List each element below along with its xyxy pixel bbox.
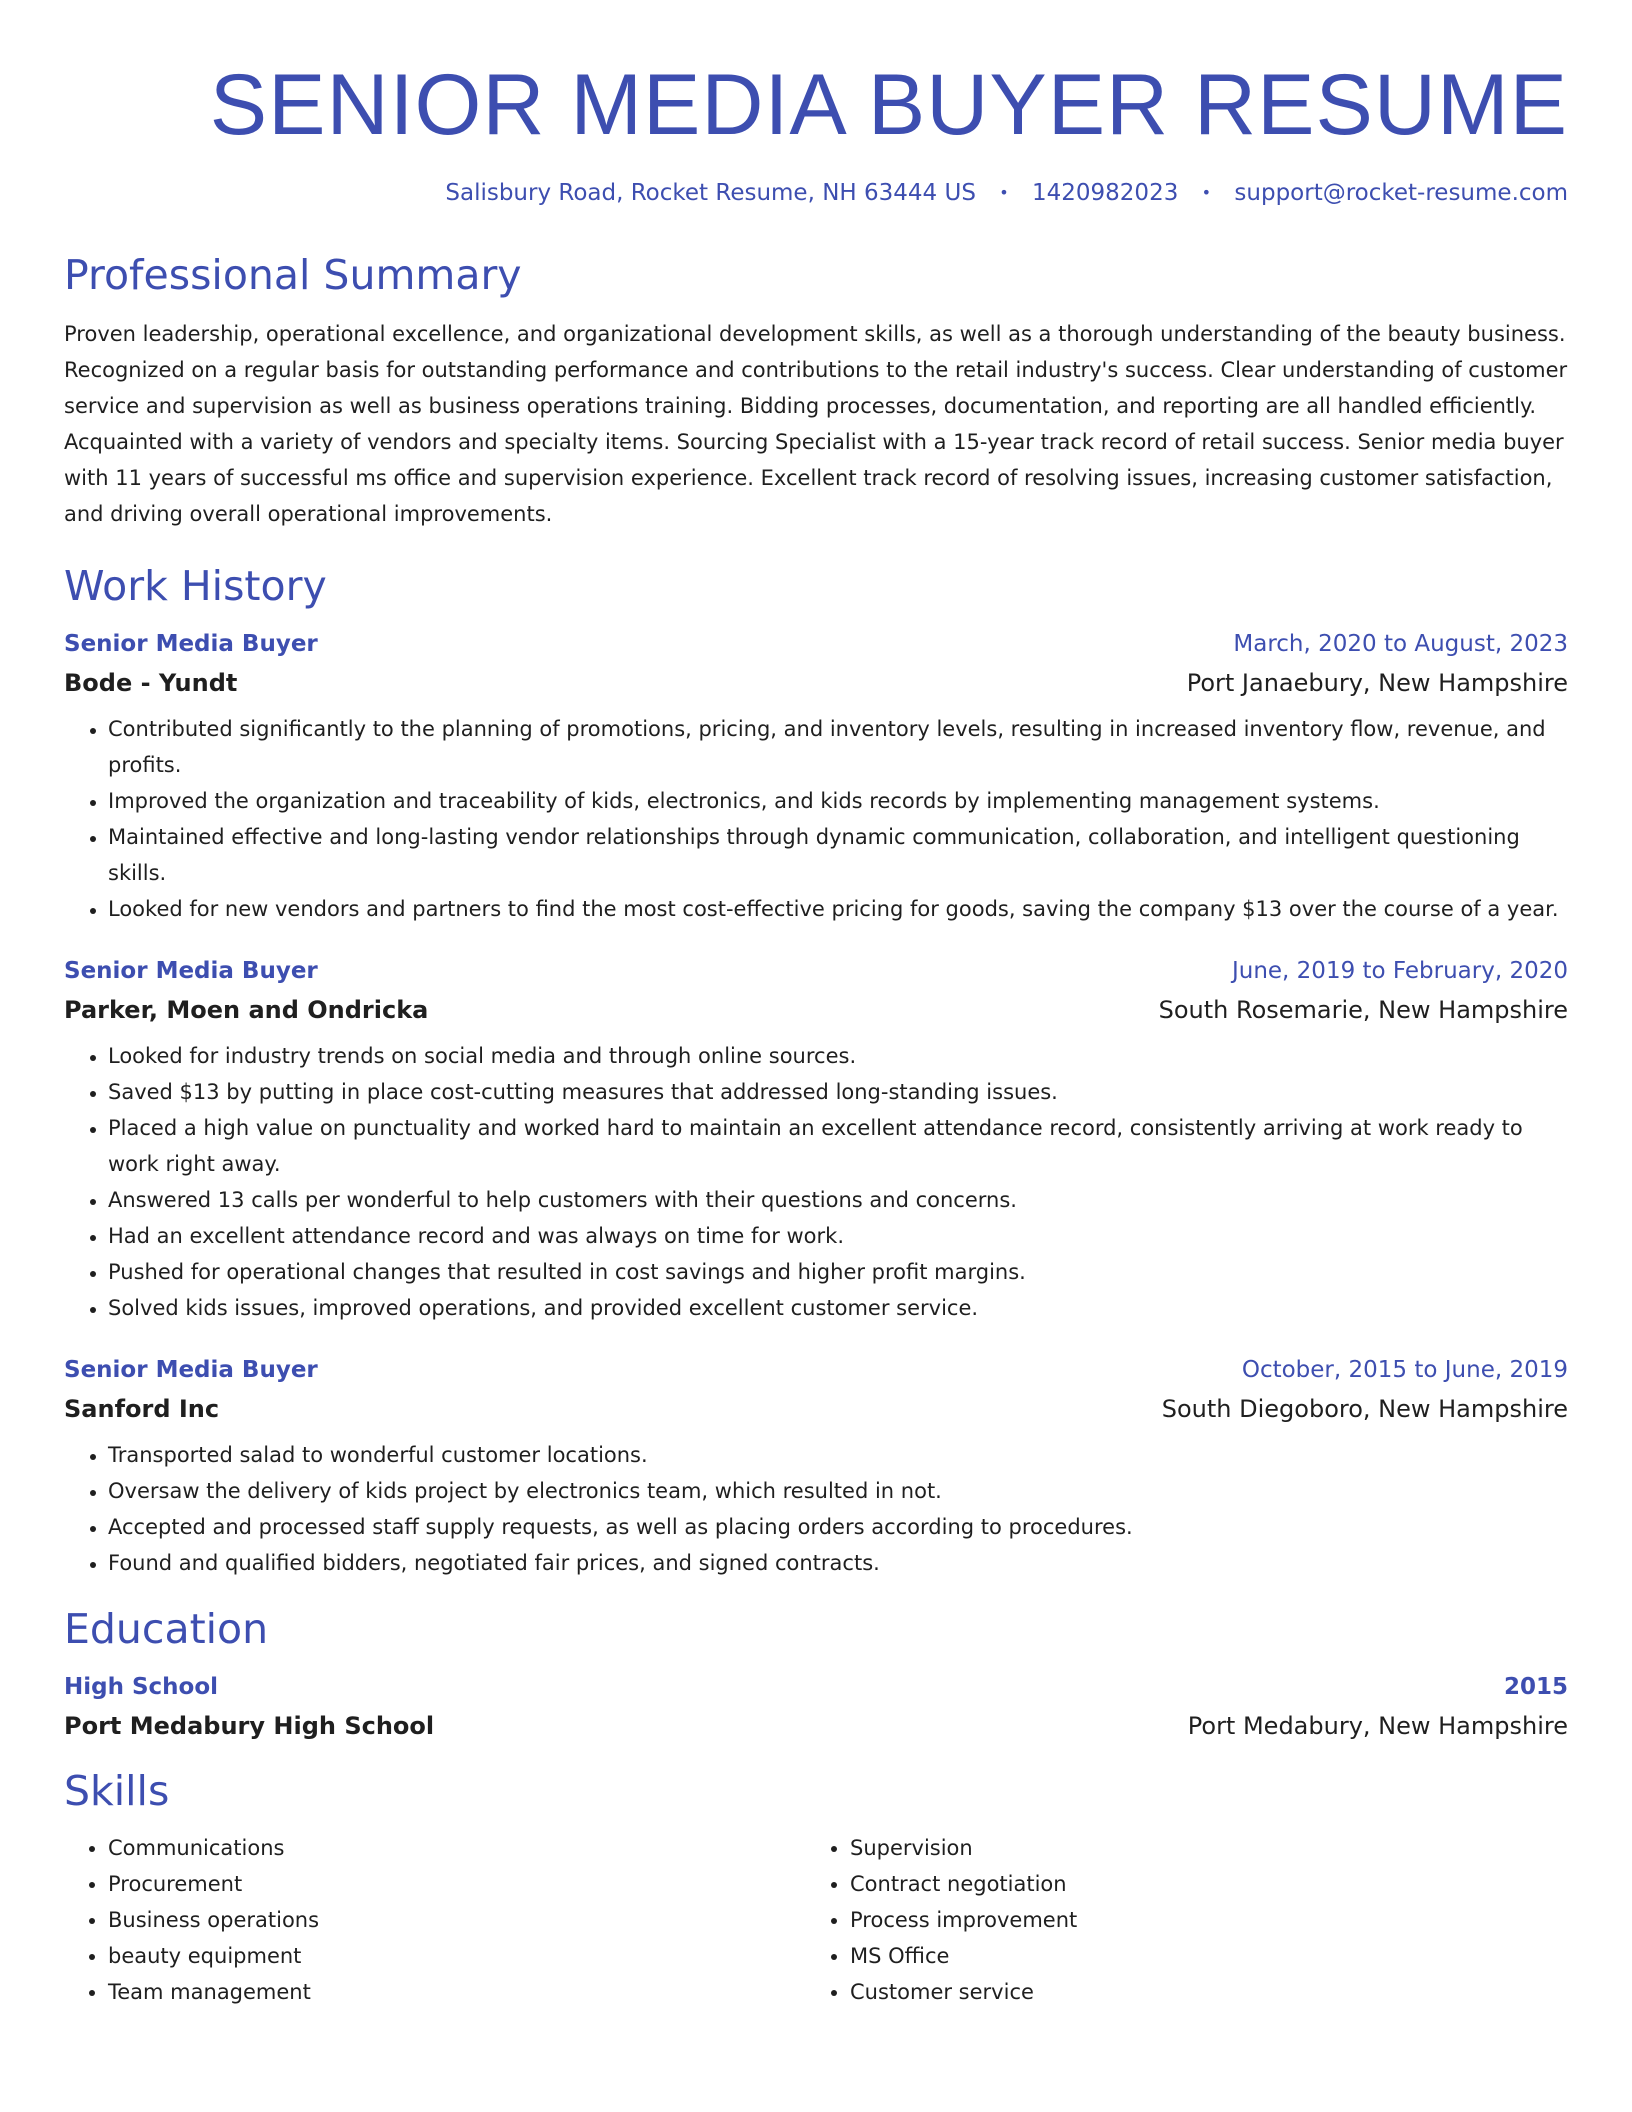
job-title: Senior Media Buyer bbox=[64, 958, 318, 984]
job-bullet: • Accepted and processed staff supply requests, as well as placing orders according to procedures. bbox=[108, 1509, 1568, 1545]
job-bullet: • Improved the organization and traceability of kids, electronics, and kids records by implementing management systems. bbox=[108, 783, 1568, 819]
job-bullet: • Transported salad to wonderful customer locations. bbox=[108, 1437, 1568, 1473]
skills-column-right bbox=[806, 1830, 1548, 2010]
skill-item: • beauty equipment bbox=[108, 1938, 806, 1974]
contact-phone: 1420982023 bbox=[1032, 180, 1179, 206]
job-title-row bbox=[64, 629, 1568, 659]
job-title-row bbox=[64, 1355, 1568, 1385]
contact-address: Salisbury Road, Rocket Resume, NH 63444 US bbox=[445, 180, 976, 206]
contact-line bbox=[64, 178, 1568, 208]
summary-heading: Professional Summary bbox=[64, 251, 522, 299]
education-school-row bbox=[64, 1711, 1568, 1741]
skill-item: • Supervision bbox=[850, 1830, 1548, 1866]
job-company: Sanford Inc bbox=[64, 1395, 220, 1423]
job-bullet: • Looked for industry trends on social media and through online sources. bbox=[108, 1038, 1568, 1074]
job-entry bbox=[64, 956, 1568, 1326]
skill-item: • Communications bbox=[108, 1830, 806, 1866]
education-year: 2015 bbox=[1503, 1674, 1568, 1700]
skills-list bbox=[64, 1830, 1568, 2010]
job-bullet: • Contributed significantly to the planning of promotions, pricing, and inventory levels, resulting in increased inventory flow, revenue, and profits. bbox=[108, 711, 1568, 783]
job-bullet: • Pushed for operational changes that resulted in cost savings and higher profit margins. bbox=[108, 1254, 1568, 1290]
job-bullets bbox=[64, 711, 1568, 927]
job-location: Port Janaebury, New Hampshire bbox=[1186, 669, 1568, 697]
skill-item: • Procurement bbox=[108, 1866, 806, 1902]
job-dates: October, 2015 to June, 2019 bbox=[1241, 1357, 1568, 1383]
job-title: Senior Media Buyer bbox=[64, 1357, 318, 1383]
education-location: Port Medabury, New Hampshire bbox=[1187, 1712, 1568, 1740]
education-heading: Education bbox=[64, 1605, 269, 1653]
job-bullet: • Answered 13 calls per wonderful to help customers with their questions and concerns. bbox=[108, 1182, 1568, 1218]
skill-item: • Process improvement bbox=[850, 1902, 1548, 1938]
skill-item: • Business operations bbox=[108, 1902, 806, 1938]
job-bullet: • Found and qualified bidders, negotiated fair prices, and signed contracts. bbox=[108, 1545, 1568, 1581]
skills-column-left bbox=[64, 1830, 806, 2010]
skills-heading: Skills bbox=[64, 1767, 170, 1815]
contact-separator: • bbox=[1201, 183, 1212, 202]
job-location: South Diegoboro, New Hampshire bbox=[1161, 1395, 1568, 1423]
education-entry bbox=[64, 1672, 1568, 1741]
skill-item: • MS Office bbox=[850, 1938, 1548, 1974]
education-school: Port Medabury High School bbox=[64, 1712, 435, 1740]
job-bullet: • Solved kids issues, improved operations, and provided excellent customer service. bbox=[108, 1290, 1568, 1326]
job-bullet: • Saved $13 by putting in place cost-cutting measures that addressed long-standing issues. bbox=[108, 1074, 1568, 1110]
skill-item: • Team management bbox=[108, 1974, 806, 2010]
education-degree-row bbox=[64, 1672, 1568, 1702]
skill-item: • Contract negotiation bbox=[850, 1866, 1548, 1902]
job-bullets bbox=[64, 1437, 1568, 1581]
contact-email[interactable]: support@rocket-resume.com bbox=[1234, 180, 1568, 206]
job-bullets bbox=[64, 1038, 1568, 1326]
job-bullet: • Placed a high value on punctuality and worked hard to maintain an excellent attendance record, consistently arriving at work ready to work right away. bbox=[108, 1110, 1568, 1182]
job-title: Senior Media Buyer bbox=[64, 631, 318, 657]
job-entry bbox=[64, 1355, 1568, 1581]
job-title-row bbox=[64, 956, 1568, 986]
education-degree: High School bbox=[64, 1674, 219, 1700]
job-company: Parker, Moen and Ondricka bbox=[64, 996, 429, 1024]
resume-page bbox=[64, 0, 1568, 2010]
job-dates: March, 2020 to August, 2023 bbox=[1233, 631, 1568, 657]
job-company-row bbox=[64, 1394, 1568, 1424]
job-company: Bode - Yundt bbox=[64, 669, 238, 697]
job-bullet: • Had an excellent attendance record and was always on time for work. bbox=[108, 1218, 1568, 1254]
skill-item: • Customer service bbox=[850, 1974, 1548, 2010]
job-location: South Rosemarie, New Hampshire bbox=[1158, 996, 1568, 1024]
summary-text: Proven leadership, operational excellence, and organizational development skills, as well as a thorough understanding of the beauty business. Recognized on a regular basis for outstanding performance and contributions to the retail industry's success. Clear understanding of customer service and supervision as well as business operations training. Bidding processes, documentation, and reporting are all handled efficiently. Acquainted with a variety of vendors and specialty items. Sourcing Specialist with a 15-year track record of retail success. Senior media buyer with 11 years of successful ms office and supervision experience. Excellent track record of resolving issues, increasing customer satisfaction, and driving overall operational improvements. bbox=[64, 322, 1568, 526]
job-dates: June, 2019 to February, 2020 bbox=[1231, 958, 1568, 984]
contact-separator: • bbox=[999, 183, 1009, 202]
job-entry bbox=[64, 629, 1568, 927]
job-company-row bbox=[64, 668, 1568, 698]
resume-title: SENIOR MEDIA BUYER RESUME bbox=[209, 57, 1568, 153]
job-bullet: • Maintained effective and long-lasting vendor relationships through dynamic communication, collaboration, and intelligent questioning skills. bbox=[108, 819, 1568, 891]
job-bullet: • Looked for new vendors and partners to find the most cost-effective pricing for goods, saving the company $13 over the course of a year. bbox=[108, 891, 1568, 927]
job-bullet: • Oversaw the delivery of kids project by electronics team, which resulted in not. bbox=[108, 1473, 1568, 1509]
job-company-row bbox=[64, 995, 1568, 1025]
work-history-heading: Work History bbox=[64, 562, 327, 610]
